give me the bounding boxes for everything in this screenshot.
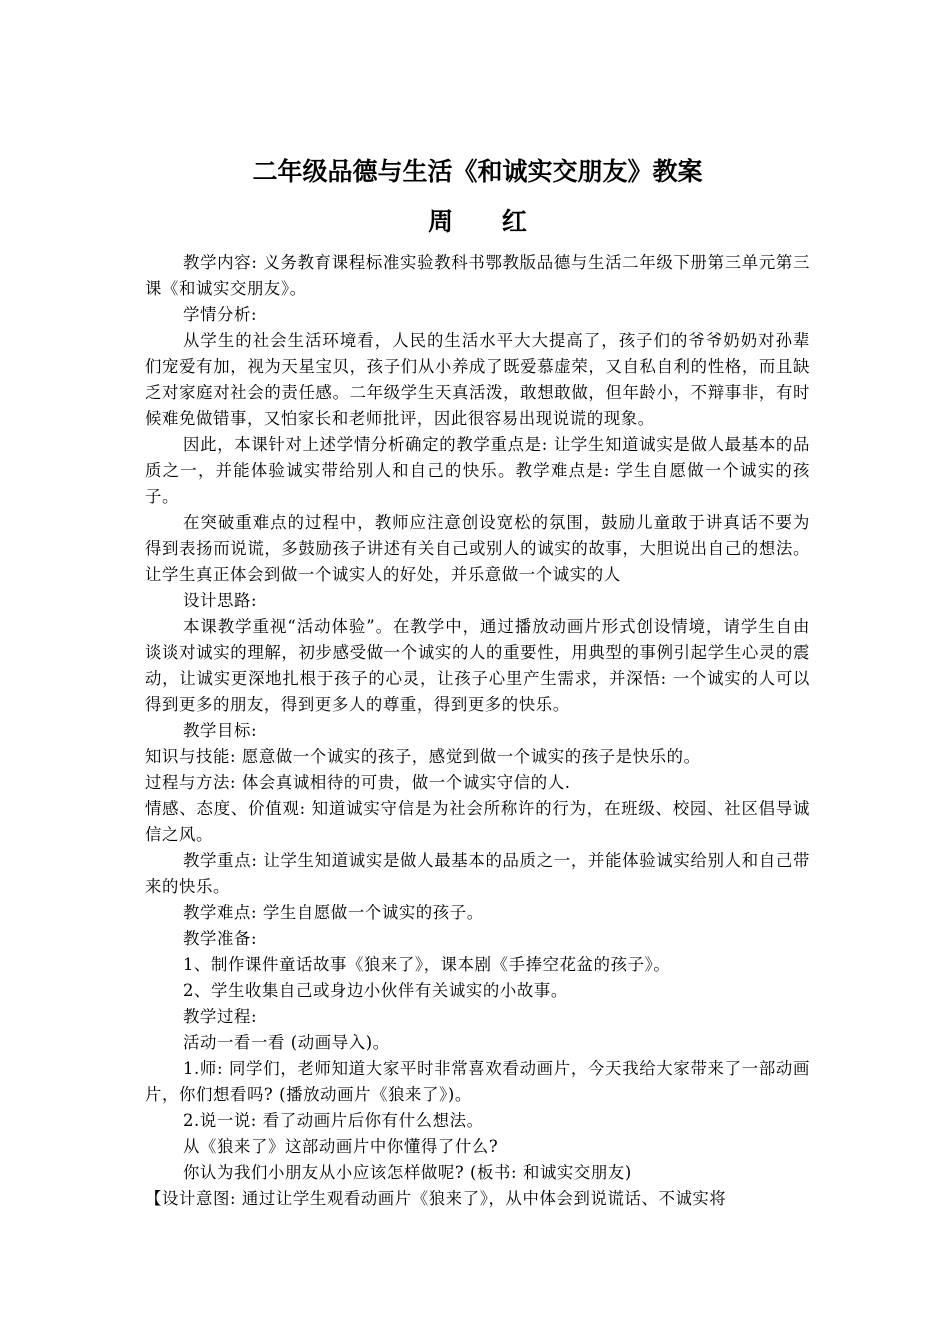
paragraph: 设计思路: — [183, 591, 258, 610]
paragraph: 2.说一说: 看了动画片后你有什么想法。 — [183, 1111, 484, 1130]
paragraph: 从学生的社会生活环境看，人民的生活水平大大提高了，孩子们的爷爷奶奶对孙辈们宠爱有加，视为天星宝贝，孩子们从小养成了既爱慕虚荣，又自私自利的性格，而且缺乏对家庭对社会的责任感。二年级学生天真活泼，敢想敢做，但年龄小，不辩事非，有时候难免做错事，又怕家长和老师批评，因此很容易出现说谎的现象。 — [145, 331, 810, 428]
paragraph: 你认为我们小朋友从小应该怎样做呢? (板书: 和诚实交朋友) — [183, 1163, 632, 1182]
paragraph: 2、学生收集自己或身边小伙伴有关诚实的小故事。 — [183, 981, 568, 1000]
paragraph: 教学内容: 义务教育课程标准实验教科书鄂教版品德与生活二年级下册第三单元第三课《和诚实交朋友》。 — [145, 253, 810, 298]
paragraph: 从《狼来了》这部动画片中你懂得了什么? — [183, 1137, 499, 1156]
document-page — [145, 150, 810, 1212]
document-title: 二年级品德与生活《和诚实交朋友》教案 — [252, 157, 703, 186]
paragraph: 【设计意图: 通过让学生观看动画片《狼来了》，从中体会到说谎话、不诚实将 — [145, 1189, 727, 1208]
paragraph: 教学重点: 让学生知道诚实是做人最基本的品质之一，并能体验诚实给别人和自己带来的快乐。 — [145, 851, 810, 896]
paragraph: 教学难点: 学生自愿做一个诚实的孩子。 — [183, 903, 484, 922]
document-author: 周 红 — [428, 207, 547, 236]
paragraph: 本课教学重视“活动体验”。在教学中，通过播放动画片形式创设情境，请学生自由谈谈对诚实的理解，初步感受做一个诚实的人的重要性，用典型的事例引起学生心灵的震动，让诚实更深地扎根于孩子的心灵，让孩子心里产生需求，并深悟: 一个诚实的人可以得到更多的朋友，得到更多人的尊重，得到更多的快乐。 — [145, 617, 810, 714]
paragraph: 1、制作课件童话故事《狼来了》，课本剧《手捧空花盆的孩子》。 — [183, 955, 671, 974]
paragraph: 过程与方法: 体会真诚相待的可贵，做一个诚实守信的人. — [145, 773, 571, 792]
paragraph: 教学过程: — [183, 1007, 258, 1026]
paragraph: 情感、态度、价值观: 知道诚实守信是为社会所称许的行为，在班级、校园、社区倡导诚信之风。 — [145, 799, 810, 844]
document-body — [145, 250, 810, 1212]
paragraph: 因此，本课针对上述学情分析确定的教学重点是: 让学生知道诚实是做人最基本的品质之一，并能体验诚实带给别人和自己的快乐。教学难点是: 学生自愿做一个诚实的孩子。 — [145, 435, 810, 506]
paragraph: 在突破重难点的过程中，教师应注意创设宽松的氛围，鼓励儿童敢于讲真话不要为得到表扬而说谎，多鼓励孩子讲述有关自己或别人的诚实的故事，大胆说出自己的想法。让学生真正体会到做一个诚实人的好处，并乐意做一个诚实的人 — [145, 513, 810, 584]
paragraph: 教学准备: — [183, 929, 258, 948]
paragraph: 教学目标: — [183, 721, 258, 740]
paragraph: 学情分析: — [183, 305, 258, 324]
paragraph: 1.师: 同学们，老师知道大家平时非常喜欢看动画片，今天我给大家带来了一部动画片，你们想看吗? (播放动画片《狼来了》)。 — [145, 1059, 810, 1104]
paragraph: 活动一看一看 (动画导入)。 — [183, 1033, 390, 1052]
paragraph: 知识与技能: 愿意做一个诚实的孩子，感觉到做一个诚实的孩子是快乐的。 — [145, 747, 701, 766]
